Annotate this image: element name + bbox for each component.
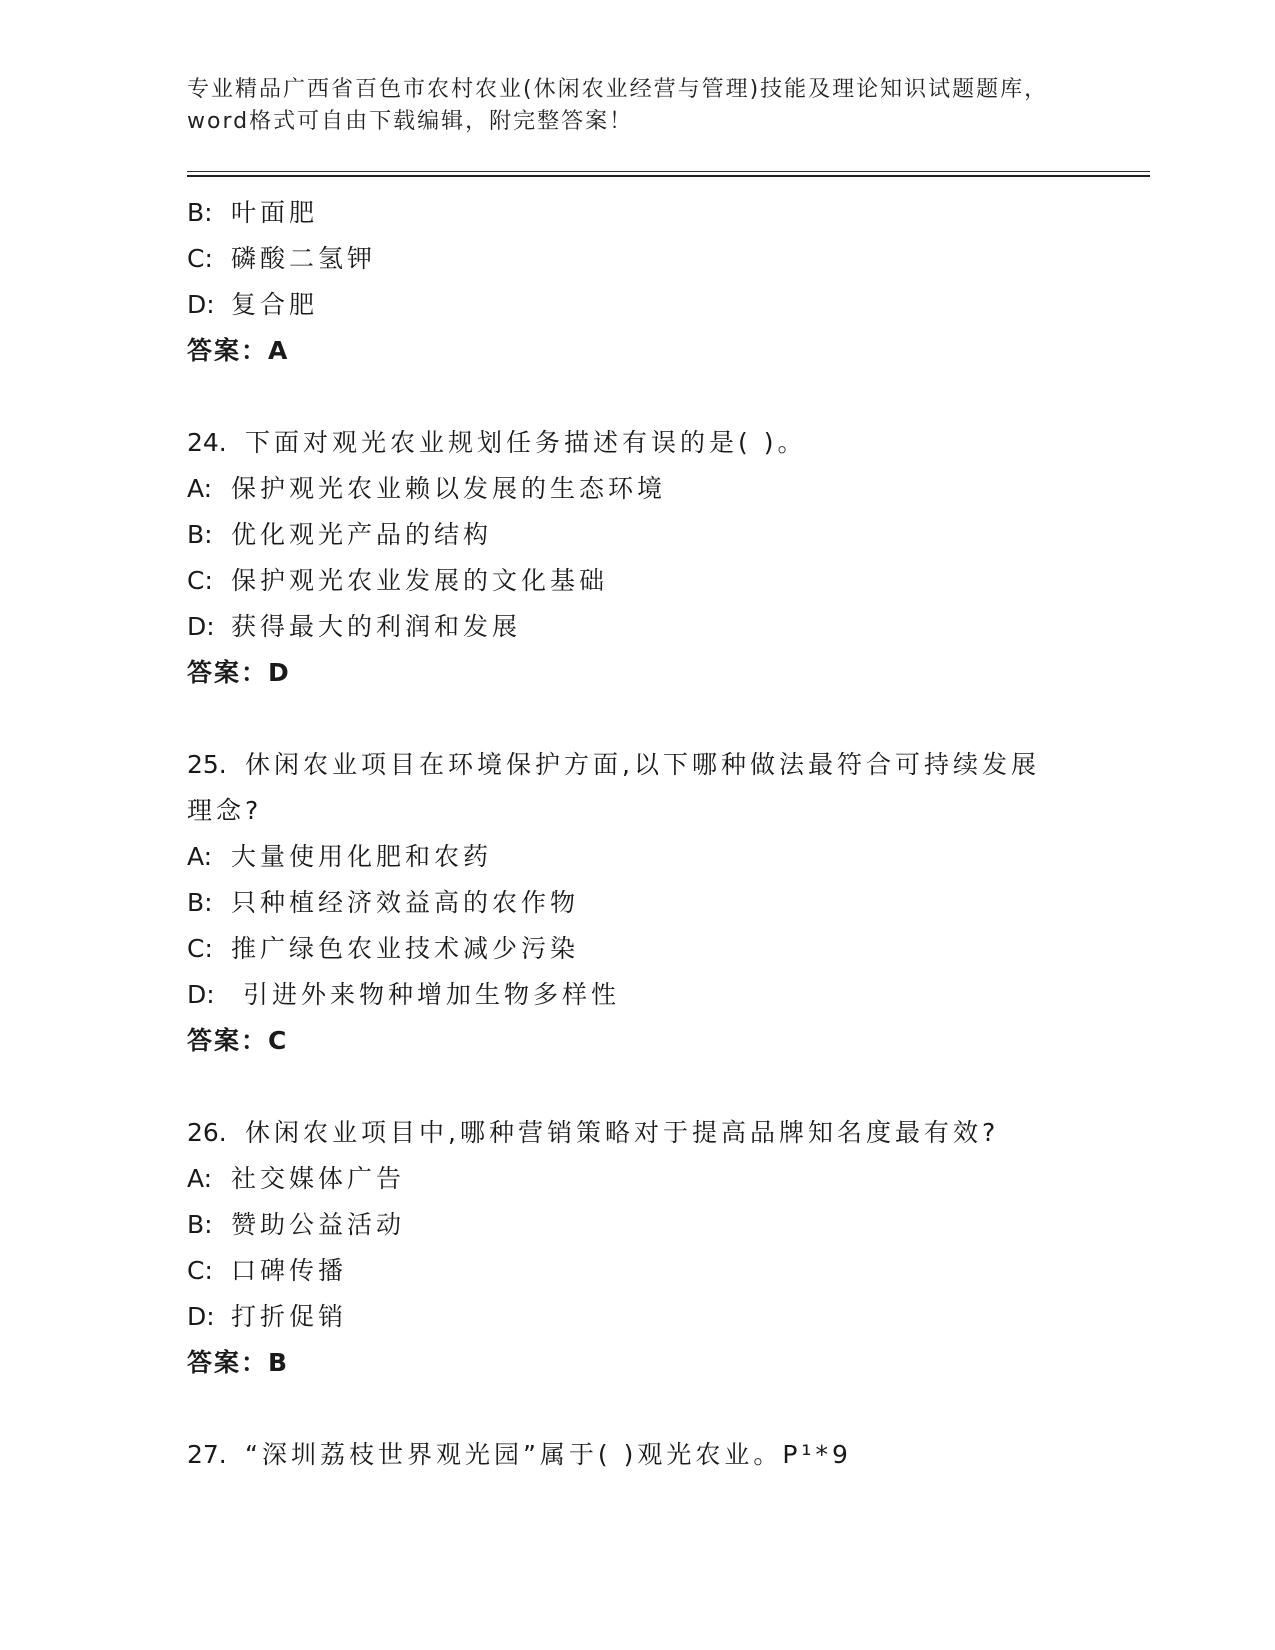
option-c: C: 口碑传播 — [187, 1256, 348, 1285]
question-24-stem: 24. 下面对观光农业规划任务描述有误的是( )。 — [187, 428, 807, 457]
option-b: B: 赞助公益活动 — [187, 1210, 406, 1239]
question-27-block — [187, 1432, 1077, 1478]
question-27-stem: 27. “深圳荔枝世界观光园”属于( )观光农业。P¹*9 — [187, 1440, 852, 1469]
header-line-2: word格式可自由下载编辑，附完整答案！ — [187, 109, 634, 134]
option-c: C: 磷酸二氢钾 — [187, 244, 377, 273]
option-c: C: 保护观光农业发展的文化基础 — [187, 566, 609, 595]
question-25-stem: 25. 休闲农业项目在环境保护方面,以下哪种做法最符合可持续发展理念? — [187, 750, 1040, 825]
option-d: D: 获得最大的利润和发展 — [187, 612, 522, 641]
question-25-block — [187, 742, 1077, 1064]
header-line-1: 专业精品广西省百色市农村农业(休闲农业经营与管理)技能及理论知识试题题库， — [187, 77, 1049, 102]
option-d: D: 复合肥 — [187, 290, 319, 319]
answer-label: 答案：A — [187, 336, 290, 365]
answer-label: 答案：C — [187, 1026, 289, 1055]
option-d: D: 打折促销 — [187, 1302, 348, 1331]
document-header — [187, 74, 1087, 138]
option-a: A: 社交媒体广告 — [187, 1164, 406, 1193]
option-d: D: 引进外来物种增加生物多样性 — [187, 980, 620, 1009]
option-a: A: 大量使用化肥和农药 — [187, 842, 493, 871]
question-24-block — [187, 420, 1077, 696]
question-26-stem: 26. 休闲农业项目中,哪种营销策略对于提高品牌知名度最有效? — [187, 1118, 1000, 1147]
prev-question-block — [187, 190, 1077, 374]
question-list — [187, 190, 1077, 1478]
option-b: B: 叶面肥 — [187, 198, 319, 227]
option-b: B: 优化观光产品的结构 — [187, 520, 493, 549]
option-b: B: 只种植经济效益高的农作物 — [187, 888, 580, 917]
question-26-block — [187, 1110, 1077, 1386]
option-a: A: 保护观光农业赖以发展的生态环境 — [187, 474, 667, 503]
answer-label: 答案：D — [187, 658, 291, 687]
answer-label: 答案：B — [187, 1348, 290, 1377]
option-c: C: 推广绿色农业技术减少污染 — [187, 934, 580, 963]
header-divider-thick — [187, 175, 1150, 177]
header-divider-thin — [187, 171, 1150, 172]
